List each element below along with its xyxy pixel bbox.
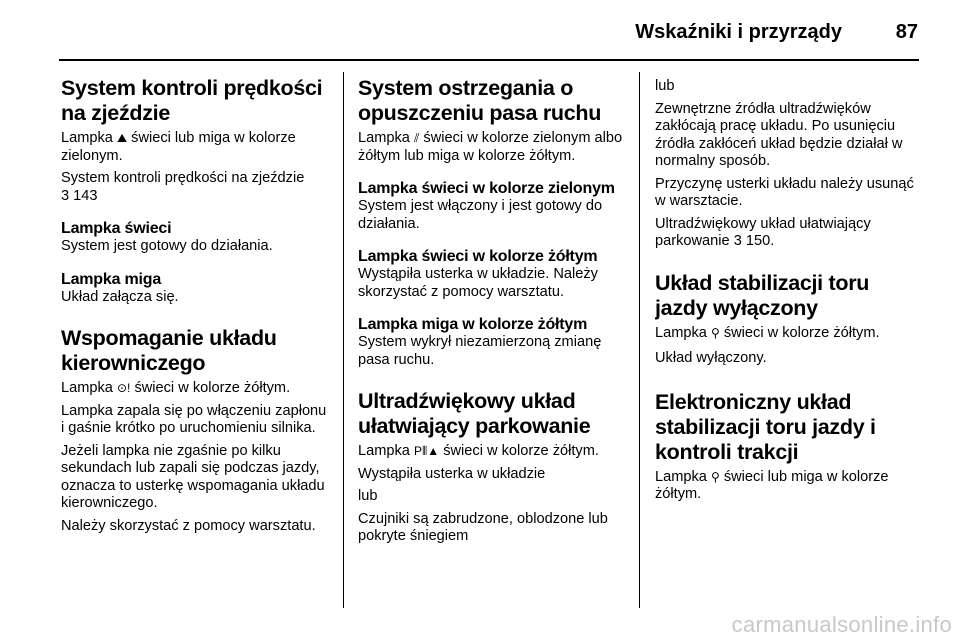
column-3 xyxy=(655,72,921,612)
column-divider xyxy=(639,72,640,608)
header-divider xyxy=(59,59,919,61)
section-title: System kontroli prędkości na zjeździe xyxy=(61,76,323,125)
column-2 xyxy=(358,72,624,612)
paragraph: System jest gotowy do działania. xyxy=(61,238,273,254)
section-title: Elektroniczny układ stabilizacji toru jazdy i kontroli trakcji xyxy=(655,389,876,464)
page-number: 87 xyxy=(895,21,918,43)
subsection-title: Lampka świeci w kolorze żółtym xyxy=(358,248,598,265)
paragraph: Jeżeli lampka nie zgaśnie po kilku sekundach lub zapali się podczas jazdy, oznacza to usterkę wspomagania układu kierowniczego. xyxy=(61,442,325,511)
paragraph: Lampka ⫽ świeci w kolorze zielonym albo żółtym lub miga w kolorze żółtym. xyxy=(358,130,623,164)
paragraph: lub xyxy=(655,78,675,94)
paragraph: Zewnętrzne źródła ultradźwięków zakłócają pracę układu. Po usunięciu źródła zakłóceń układ będzie działał w normalny sposób. xyxy=(655,100,903,169)
section-title: Układ stabilizacji toru jazdy wyłączony xyxy=(655,270,870,320)
section-title: Ultradźwiękowy układ ułatwiający parkowanie xyxy=(358,389,591,438)
paragraph: Przyczynę usterki układu należy usunąć w warsztacie. xyxy=(655,175,914,209)
paragraph: lub xyxy=(358,488,378,504)
section-title: Wspomaganie układu kierowniczego xyxy=(61,326,277,375)
paragraph: Należy skorzystać z pomocy warsztatu. xyxy=(61,517,316,534)
paragraph: Wystąpiła usterka w układzie xyxy=(358,465,546,482)
column-divider xyxy=(343,72,344,608)
page-reference: 3 143 xyxy=(61,187,98,204)
parking-assist-icon: P⦀▲ xyxy=(413,444,440,458)
chapter-title: Wskaźniki i przyrządy xyxy=(635,21,842,43)
paragraph: Lampka ⊙! świeci w kolorze żółtym. xyxy=(61,380,291,396)
esc-off-icon: ⚲ xyxy=(710,325,720,340)
paragraph: Układ wyłączony. xyxy=(655,350,767,366)
column-1 xyxy=(61,72,327,612)
paragraph: Lampka ⚲ świeci w kolorze żółtym. xyxy=(655,324,880,341)
subsection-title: Lampka świeci w kolorze zielonym xyxy=(358,180,615,197)
paragraph: Wystąpiła usterka w układzie. Należy skorzystać z pomocy warsztatu. xyxy=(358,266,598,300)
paragraph: Lampka P⦀▲ świeci w kolorze żółtym. xyxy=(358,443,599,459)
traction-control-icon: ⚲ xyxy=(710,469,720,484)
page-reference: 3 150. xyxy=(733,233,775,249)
section-title: System ostrzegania o opuszczeniu pasa ruchu xyxy=(358,76,602,125)
paragraph: System wykrył niezamierzoną zmianę pasa ruchu. xyxy=(358,334,602,368)
watermark: carmanualsonline.info xyxy=(731,612,952,637)
paragraph: Lampka zapala się po włączeniu zapłonu i gaśnie krótko po uruchomieniu silnika. xyxy=(61,402,327,436)
paragraph: Układ załącza się. xyxy=(61,288,179,305)
subsection-title: Lampka miga w kolorze żółtym xyxy=(358,316,588,333)
paragraph: System jest włączony i jest gotowy do działania. xyxy=(358,198,603,232)
paragraph: Lampka ⚲ świeci lub miga w kolorze żółtym. xyxy=(655,468,889,502)
subsection-title: Lampka świeci xyxy=(61,220,172,237)
steering-warning-icon: ⊙! xyxy=(116,381,131,395)
page-header xyxy=(0,0,960,62)
subsection-title: Lampka miga xyxy=(61,270,162,288)
paragraph: Czujniki są zabrudzone, oblodzone lub pokryte śniegiem xyxy=(358,510,608,544)
paragraph: System kontroli prędkości na zjeździe 3 143 xyxy=(61,170,305,204)
lane-departure-icon: ⫽ xyxy=(413,131,420,145)
paragraph: Lampka ⛰ świeci lub miga w kolorze zielonym. xyxy=(61,130,296,164)
hill-descent-icon: ⛰ xyxy=(116,131,128,145)
paragraph: Ultradźwiękowy układ ułatwiający parkowanie 3 150. xyxy=(655,215,871,249)
